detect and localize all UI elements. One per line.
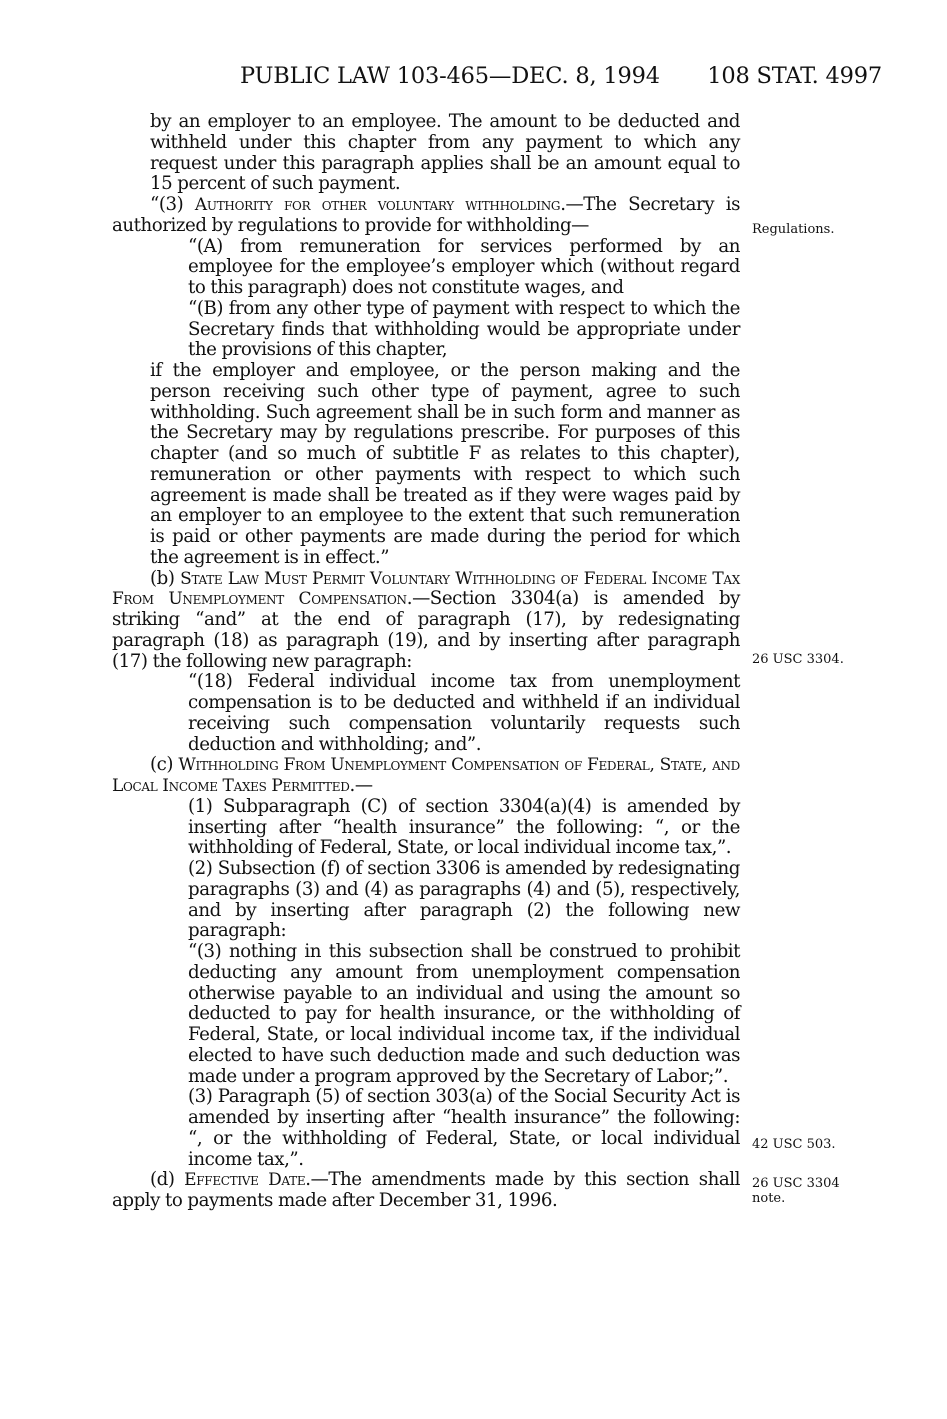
- paragraph-c3: (3) Paragraph (5) of section 303(a) of the Social Security Act is amended by inserting after “health insurance” the following: “, or the withholding of Federal, State, or local individual income tax,”.: [188, 1086, 740, 1170]
- heading-subsection-d: Effective Date: [184, 1170, 306, 1191]
- heading-authority: Authority for other voluntary withholding: [194, 195, 561, 215]
- margin-note-26-usc-3304-note: 26 USC 3304 note.: [752, 1176, 840, 1206]
- margin-note-42-usc-503: 42 USC 503.: [752, 1137, 836, 1152]
- paragraph-c2: (2) Subsection (f) of section 3306 is amended by redesignating paragraphs (3) and (4) as paragraphs (4) and (5), respectively, and by inserting after paragraph (2) the following new paragraph:: [188, 858, 740, 942]
- paragraph-continuation: by an employer to an employee. The amount to be deducted and withheld under this chapter from any payment to which any request under this paragraph applies shall be an amount equal to 15 percent of such payment.: [150, 111, 740, 195]
- page-header-title: PUBLIC LAW 103-465—DEC. 8, 1994: [240, 63, 660, 89]
- document-body: [112, 112, 740, 1212]
- clause-a: “(A) from remuneration for services performed by an employee for the employee’s employer which (without regard to this paragraph) does not constitute wages, and: [188, 235, 740, 298]
- paragraph-18: “(18) Federal individual income tax from unemployment compensation is to be deducted and withheld if an individual receiving such compensation voluntarily requests such deduction and withholding; and”.: [188, 671, 740, 755]
- paragraph-c2-3: “(3) nothing in this subsection shall be construed to prohibit deducting any amount from unemployment compensation otherwise payable to an individual and using the amount so deducted to pay for health insurance, or the withholding of Federal, State, or local individual income tax, if the individual elected to have such deduction made and such deduction was made under a program approved by the Secretary of Labor;”.: [188, 941, 740, 1087]
- page-header-stat: 108 STAT. 4997: [707, 63, 882, 89]
- subsection-d: (d) Effective Date.—The amendments made by this section shall apply to payments made after December 31, 1996.: [112, 1169, 740, 1211]
- paragraph-authority: “(3) Authority for other voluntary withholding.—The Secretary is authorized by regulations to provide for withholding—: [112, 194, 741, 236]
- margin-note-26-usc-3304: 26 USC 3304.: [752, 652, 844, 667]
- paragraph-agreement: if the employer and employee, or the person making and the person receiving such other type of payment, agree to such withholding. Such agreement shall be in such form and manner as the Secretary may by regulations prescribe. For purposes of this chapter (and so much of subtitle F as relates to this chapter), remuneration or other payments with respect to which such agreement is made shall be treated as if they were wages paid by an employer to an employee to the extent that such remuneration is paid or other payments are made during the period for which the agreement is in effect.”: [150, 360, 740, 568]
- heading-subsection-c: Withholding From Unemployment Compensation of Federal, State, and Local Income Taxes Permitted: [112, 755, 740, 796]
- clause-b: “(B) from any other type of payment with respect to which the Secretary finds that withholding would be appropriate under the provisions of this chapter,: [188, 297, 740, 361]
- heading-subsection-b: State Law Must Permit Voluntary Withholding of Federal Income Tax From Unemployment Compensation: [112, 568, 740, 610]
- subsection-c: (c) Withholding From Unemployment Compensation of Federal, State, and Local Income Taxes Permitted.—: [112, 754, 740, 796]
- subsection-b: (b) State Law Must Permit Voluntary Withholding of Federal Income Tax From Unemployment Compensation.—Section 3304(a) is amended by striking “and” at the end of paragraph (17), by redesignating paragraph (18) as paragraph (19), and by inserting after paragraph (17) the following new paragraph:: [112, 567, 740, 672]
- paragraph-c1: (1) Subparagraph (C) of section 3304(a)(4) is amended by inserting after “health insurance” the following: “, or the withholding of Federal, State, or local individual income tax,”.: [188, 795, 740, 859]
- margin-note-regulations: Regulations.: [752, 222, 835, 237]
